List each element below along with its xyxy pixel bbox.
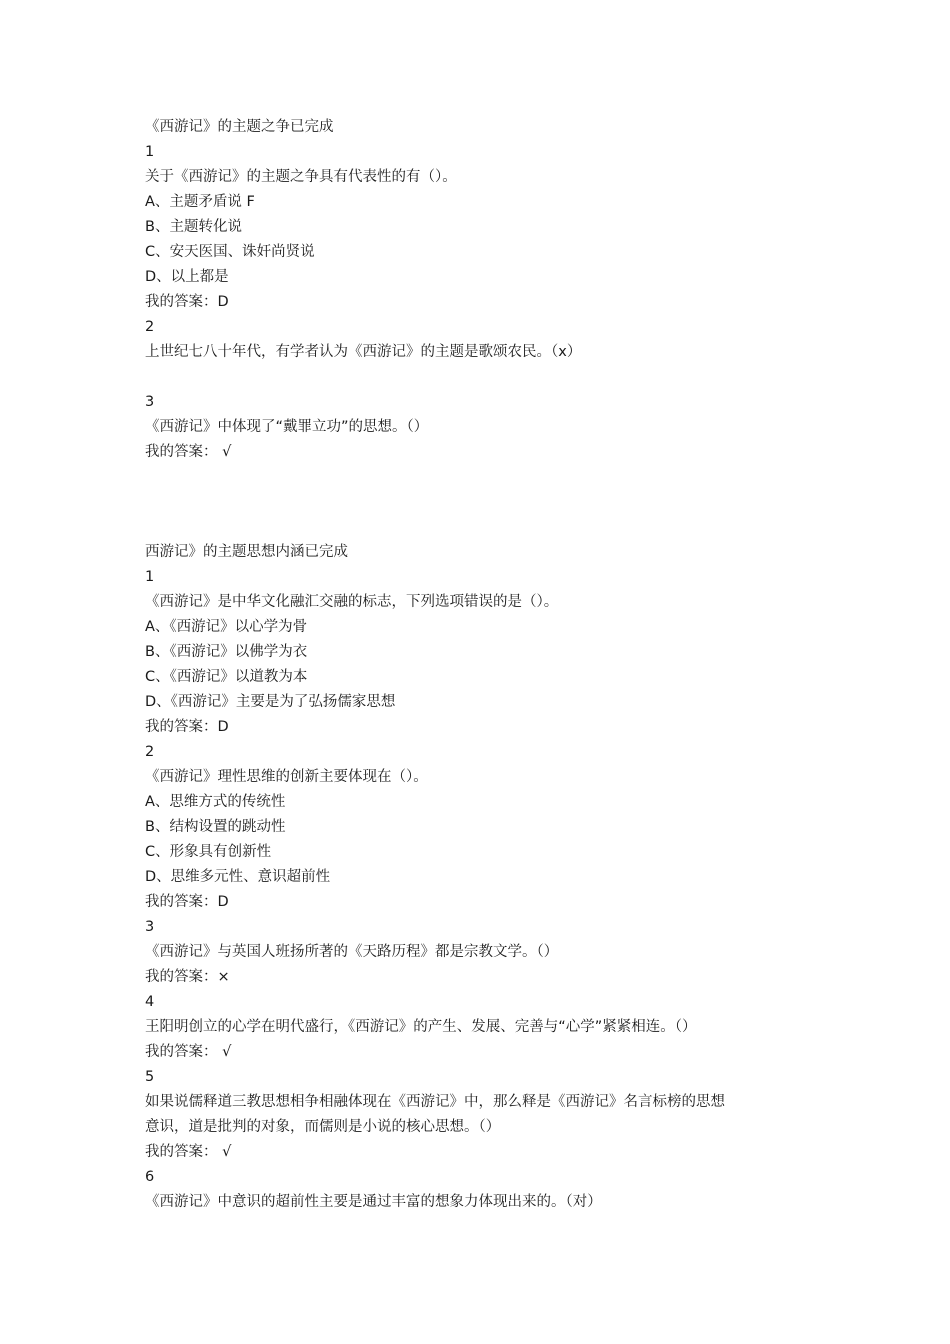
option-c: C、形象具有创新性 xyxy=(145,844,272,860)
option-a: A、思维方式的传统性 xyxy=(145,794,286,810)
option-d: D、以上都是 xyxy=(145,269,229,285)
my-answer: 我的答案： √ xyxy=(145,1044,232,1060)
question-text: 《西游记》理性思维的创新主要体现在（）。 xyxy=(145,769,428,785)
option-c: C、《西游记》以道教为本 xyxy=(145,669,308,685)
option-a: A、《西游记》以心学为骨 xyxy=(145,619,308,635)
question-text-line-2: 意识，道是批判的对象，而儒则是小说的核心思想。（） xyxy=(145,1119,501,1135)
question-number: 3 xyxy=(145,394,155,410)
my-answer: 我的答案：D xyxy=(145,719,229,735)
question-text: 《西游记》中体现了“戴罪立功”的思想。（） xyxy=(145,419,429,435)
section-title: 《西游记》的主题之争已完成 xyxy=(145,119,334,135)
section-title: 西游记》的主题思想内涵已完成 xyxy=(145,544,348,560)
option-b: B、主题转化说 xyxy=(145,219,242,235)
document-body xyxy=(145,115,845,1215)
question-number: 3 xyxy=(145,919,155,935)
spacer xyxy=(145,365,845,390)
option-c: C、安天医国、诛奸尚贤说 xyxy=(145,244,315,260)
question-number: 2 xyxy=(145,319,155,335)
question-text-line-1: 如果说儒释道三教思想相争相融体现在《西游记》中，那么释是《西游记》名言标榜的思想 xyxy=(145,1094,725,1110)
question-number: 5 xyxy=(145,1069,155,1085)
option-d: D、《西游记》主要是为了弘扬儒家思想 xyxy=(145,694,396,710)
question-number: 6 xyxy=(145,1169,155,1185)
question-text: 《西游记》与英国人班扬所著的《天路历程》都是宗教文学。（） xyxy=(145,944,559,960)
my-answer: 我的答案： √ xyxy=(145,444,232,460)
section-gap xyxy=(145,465,845,540)
option-d: D、思维多元性、意识超前性 xyxy=(145,869,331,885)
question-text: 《西游记》中意识的超前性主要是通过丰富的想象力体现出来的。（对） xyxy=(145,1194,602,1210)
my-answer: 我的答案： √ xyxy=(145,1144,232,1160)
question-text: 王阳明创立的心学在明代盛行，《西游记》的产生、发展、完善与“心学”紧紧相连。（） xyxy=(145,1019,697,1035)
question-number: 2 xyxy=(145,744,155,760)
my-answer: 我的答案：× xyxy=(145,969,230,985)
question-text: 《西游记》是中华文化融汇交融的标志，下列选项错误的是（）。 xyxy=(145,594,559,610)
question-number: 4 xyxy=(145,994,155,1010)
my-answer: 我的答案：D xyxy=(145,894,229,910)
question-number: 1 xyxy=(145,569,155,585)
option-a: A、主题矛盾说 F xyxy=(145,194,255,210)
my-answer: 我的答案：D xyxy=(145,294,229,310)
option-b: B、《西游记》以佛学为衣 xyxy=(145,644,308,660)
option-b: B、结构设置的跳动性 xyxy=(145,819,286,835)
question-text: 关于《西游记》的主题之争具有代表性的有（）。 xyxy=(145,169,457,185)
question-text: 上世纪七八十年代，有学者认为《西游记》的主题是歌颂农民。（x） xyxy=(145,344,582,360)
question-number: 1 xyxy=(145,144,155,160)
